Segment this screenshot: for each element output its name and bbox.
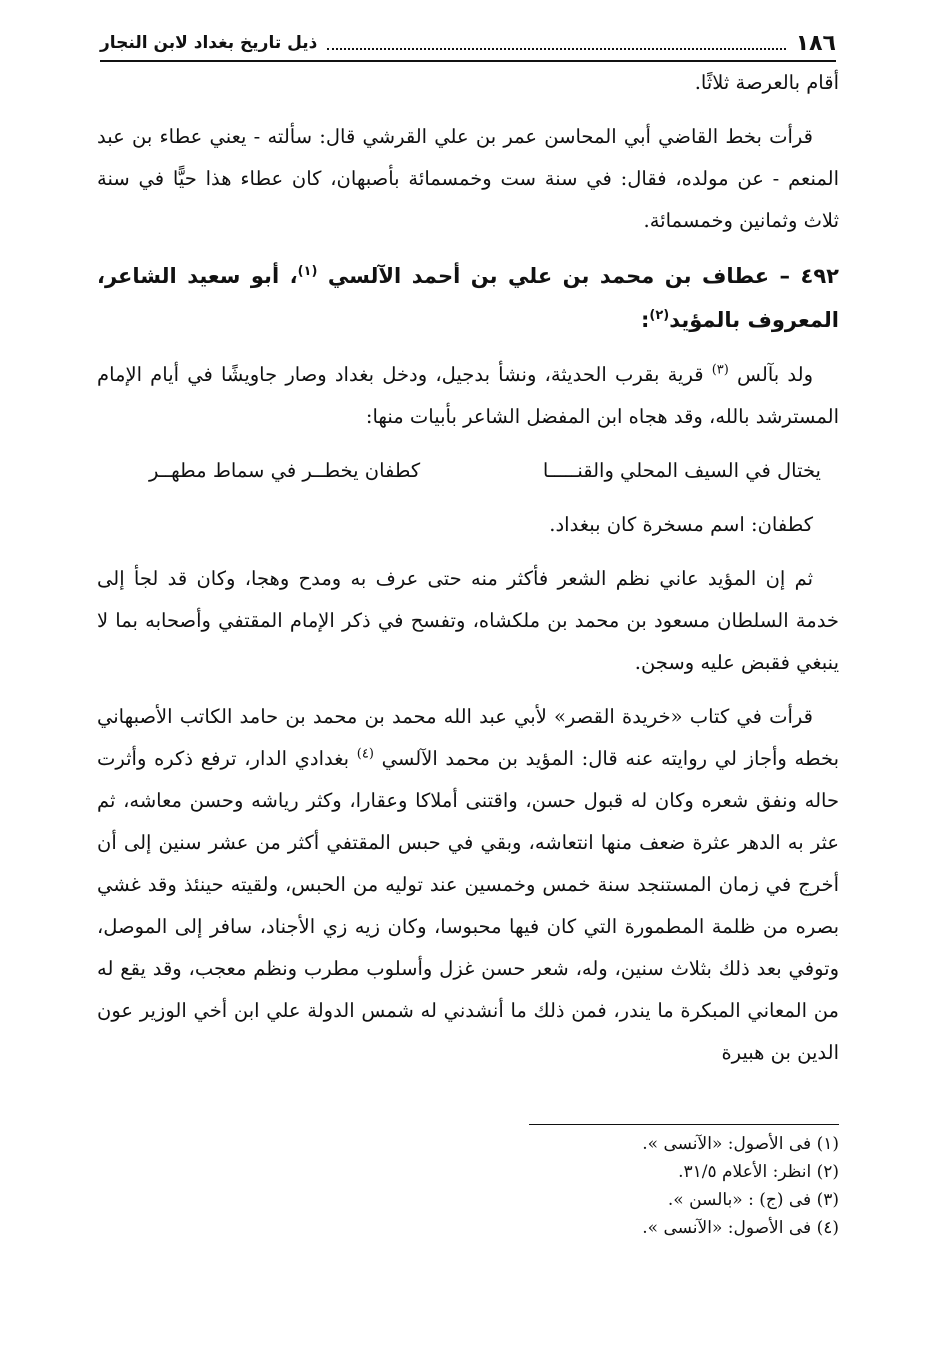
entry-heading-text-b: ، أبو سعيد الشاعر، المعروف بالمؤيد <box>97 264 839 332</box>
header-dot-leader <box>327 36 785 50</box>
entry-heading-text-a: ٤٩٢ – عطاف بن محمد بن علي بن أحمد الآلسي <box>317 264 839 288</box>
footnote-separator <box>529 1124 839 1125</box>
paragraph-birthplace <box>97 354 839 438</box>
footnote-ref-4[interactable]: (٤) <box>356 746 374 762</box>
footnote-4: (٤) فى الأصول: «الآنسى ». <box>642 1218 839 1238</box>
entry-heading-492 <box>97 254 839 342</box>
footnotes <box>300 1130 839 1242</box>
footnote-1: (١) فى الأصول: «الآنسى ». <box>642 1134 839 1154</box>
footnote-ref-3[interactable]: (٣) <box>711 362 729 378</box>
paragraph-birthplace-b: قرية بقرب الحديثة، ونشأ بدجيل، ودخل بغداد وصار جاويشًا في أيام الإمام المسترشد بالله، وقد هجاه ابن المفضل الشاعر بأبيات منها: <box>97 363 839 428</box>
paragraph-ata-birth: قرأت بخط القاضي أبي المحاسن عمر بن علي القرشي قال: سألته - يعني عطاء بن عبد المنعم - عن مولده، فقال: في سنة ست وخمسمائة بأصبهان، كان عطاء هذا حيًّا في سنة ثلاث وثمانين وخمسمائة. <box>97 125 839 232</box>
verse-second-hemistich: كطفان يخطــر في سماط مطهــر <box>149 459 421 482</box>
page-number: ١٨٦ <box>795 30 836 56</box>
running-title: ذيل تاريخ بغداد لابن النجار <box>100 33 318 53</box>
footnote-ref-2[interactable]: (٢) <box>649 308 670 323</box>
entry-heading-text-c: : <box>640 308 650 332</box>
paragraph-continuation: أقام بالعرصة ثلاثًا. <box>694 71 839 94</box>
footnote-ref-1[interactable]: (١) <box>297 264 318 279</box>
paragraph-kharida-a: قرأت في كتاب «خريدة القصر» لأبي عبد الله محمد بن محمد بن حامد الكاتب الأصبهاني بخطه وأجاز لي روايته عنه قال: المؤيد بن محمد الآلسي <box>97 705 839 770</box>
paragraph-kutfan-gloss: كطفان: اسم مسخرة كان ببغداد. <box>549 513 813 536</box>
paragraph-kharida-b: بغدادي الدار، ترفع ذكره وأثرت حاله ونفق شعره وكان له قبول حسن، واقتنى أملاكا وعقارا، وكثر رياشه وحسن معاشه، ثم عثر به الدهر عثرة ضعف منها انتعاشه، وبقي في حبس المقتفي أكثر من عشر سنين إلى أن أخرج في زمان المستنجد سنة خمس وخمسين عند توليه من الحبس، ولقيته حينئذ وقد غشي بصره من ظلمة المطمورة التي كان فيها محبوسا، وكان زيه زي الأجناد، سافر إلى الموصل، وتوفي بعد ذلك بثلاث سنين، وله، شعر حسن غزل وأسلوب مطرب ونظم معجب، وقد يقع له من المعاني المبكرة ما يندر، فمن ذلك ما أنشدني له شمس الدولة علي ابن أخي الوزير عون الدين بن هبيرة <box>97 747 839 1064</box>
paragraph-kharida-quote <box>97 696 839 1074</box>
main-text <box>97 62 839 1074</box>
paragraph-birthplace-a: ولد بآلس <box>728 363 813 386</box>
footnote-3: (٣) فى (ج) : «بالسن ». <box>667 1190 839 1210</box>
footnote-2: (٢) انظر: الأعلام ٣١/٥. <box>678 1162 839 1182</box>
verse-first-hemistich: يختال في السيف المحلي والقنـــــا <box>542 459 821 482</box>
running-header <box>100 26 836 62</box>
paragraph-imprisonment: ثم إن المؤيد عاني نظم الشعر فأكثر منه حتى عرف به ومدح وهجا، وكان قد لجأ إلى خدمة السلطان مسعود بن محمد بن ملكشاه، وتفسح في ذكر الإمام المقتفي وأصحابه بما لا ينبغي فقبض عليه وسجن. <box>97 567 839 674</box>
poem-verse <box>97 450 839 492</box>
